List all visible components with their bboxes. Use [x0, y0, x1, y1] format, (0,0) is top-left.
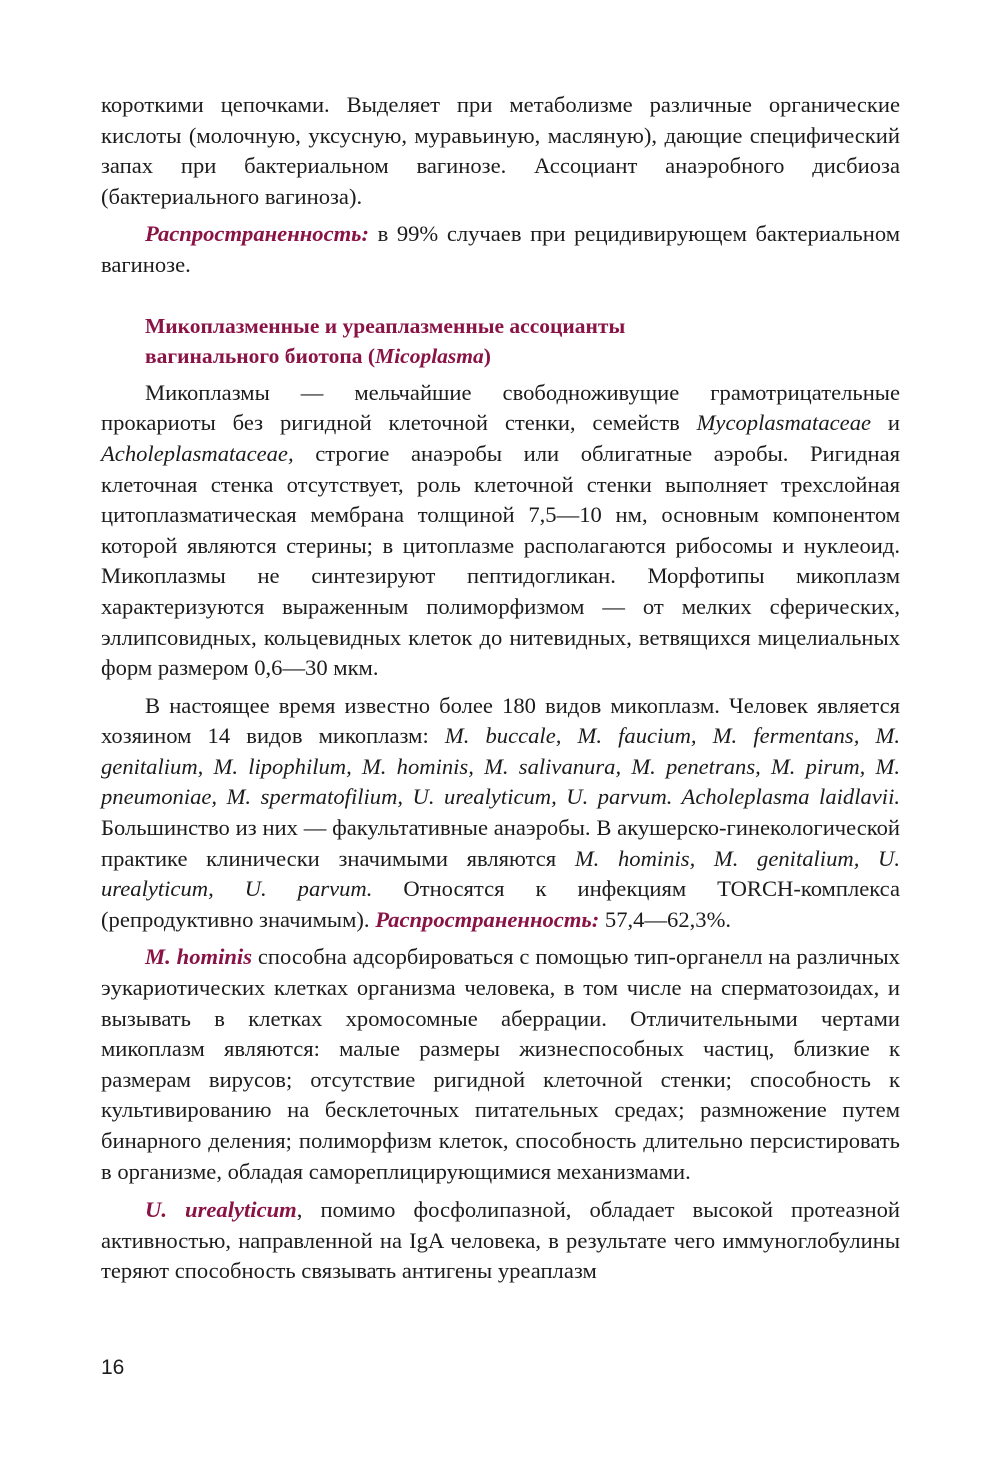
page-body: [101, 90, 900, 1287]
paragraph-mycoplasma-definition: [101, 378, 900, 684]
prevalence-text: в 99% случаев при рецидивирующем бактериальном вагинозе.: [101, 221, 900, 277]
family-name: Acholeplasmataceae,: [101, 440, 294, 466]
text-run: строгие анаэробы или облигатные аэробы. Ригидная клеточная стенка отсутствует, роль клеточной стенки выполняет трехслойная цитоплазматическая мембрана толщиной 7,5—10 нм, основным компонентом которой являются стерины; в цитоплазме располагаются рибосомы и нуклеоид. Микоплазмы не синтезируют пептидогликан. Морфотипы микоплазм характеризуются выраженным полиморфизмом — от мелких сферических, эллипсовидных, кольцевидных клеток до нитевидных, ветвящихся мицелиальных форм размером 0,6—30 мкм.: [101, 440, 900, 681]
heading-line2-pre: вагинального биотопа (: [145, 344, 376, 369]
text-run: Большинство из них — факультативные анаэробы. В акушерско-гинекологической практике клинически значимыми являются: [101, 815, 900, 871]
text-run: и: [871, 410, 900, 436]
section-heading: [145, 311, 900, 372]
term-u-urealyticum: U. urealyticum: [145, 1197, 297, 1223]
species-list: M. hominis, M. genitalium, U. urealyticum, U. parvum.: [101, 845, 900, 902]
paragraph-prevalence-gardnerella: [101, 219, 900, 280]
term-prevalence: Распространенность:: [375, 906, 600, 932]
term-m-hominis: M. hominis: [145, 944, 252, 970]
paragraph-u-urealyticum: [101, 1195, 900, 1287]
text-run: В настоящее время известно более 180 видов микоплазм. Человек является хозяином 14 видов микоплазм:: [101, 692, 900, 749]
heading-line2-post: ): [483, 344, 491, 369]
page-number: 16: [101, 1356, 125, 1379]
family-name: Mycoplasmataceae: [696, 410, 872, 436]
text-run: , помимо фосфолипазной, обладает высокой протеазной активностью, направленной на IgA человека, в результате чего иммуноглобулины теряют способность связывать антигены уреаплазм: [101, 1197, 900, 1284]
heading-line1: Микоплазменные и уреаплазменные ассоцианты: [145, 313, 626, 338]
text-run: способна адсорбироваться с помощью тип-органелл на различных эукариотических клетках организма человека, в том числе на сперматозоидах, и вызывать в клетках хромосомные аберрации. Отличительными чертами микоплазм являются: малые размеры жизнеспособных частиц, близкие к размерам вирусов; отсутствие ригидной клеточной стенки; способность к культивированию на бесклеточных питательных средах; размножение путем бинарного деления; полиморфизм клеток, способность длительно персистировать в организме, обладая самореплицирующимися механизмами.: [101, 944, 900, 1184]
text-run: Микоплазмы — мельчайшие свободноживущие грамотрицательные прокариоты без ригидной клеточной стенки, семейств: [101, 379, 900, 436]
text-run: Относятся к инфекциям TORCH-комплекса (репродуктивно значимым).: [101, 876, 900, 932]
term-prevalence: Распространенность:: [145, 221, 370, 247]
paragraph-species: [101, 691, 900, 936]
heading-line2-italic: Micoplasma: [375, 344, 484, 369]
species-list: M. buccale, M. faucium, M. fermentans, M. genitalium, M. lipophilum, M. hominis, M. salivanura, M. penetrans, M. pirum, M. pneumoniae, M. spermatofilium, U. urealyticum, U. parvum. Acholeplasma laidlavii.: [101, 723, 900, 810]
text-run: 57,4—62,3%.: [599, 906, 732, 932]
paragraph-continuation: короткими цепочками. Выделяет при метаболизме различные органические кислоты (молочную, уксусную, муравьиную, масляную), дающие специфический запах при бактериальном вагинозе. Ассоциант анаэробного дисбиоза (бактериального вагиноза).: [101, 92, 900, 209]
paragraph-m-hominis: [101, 942, 900, 1187]
